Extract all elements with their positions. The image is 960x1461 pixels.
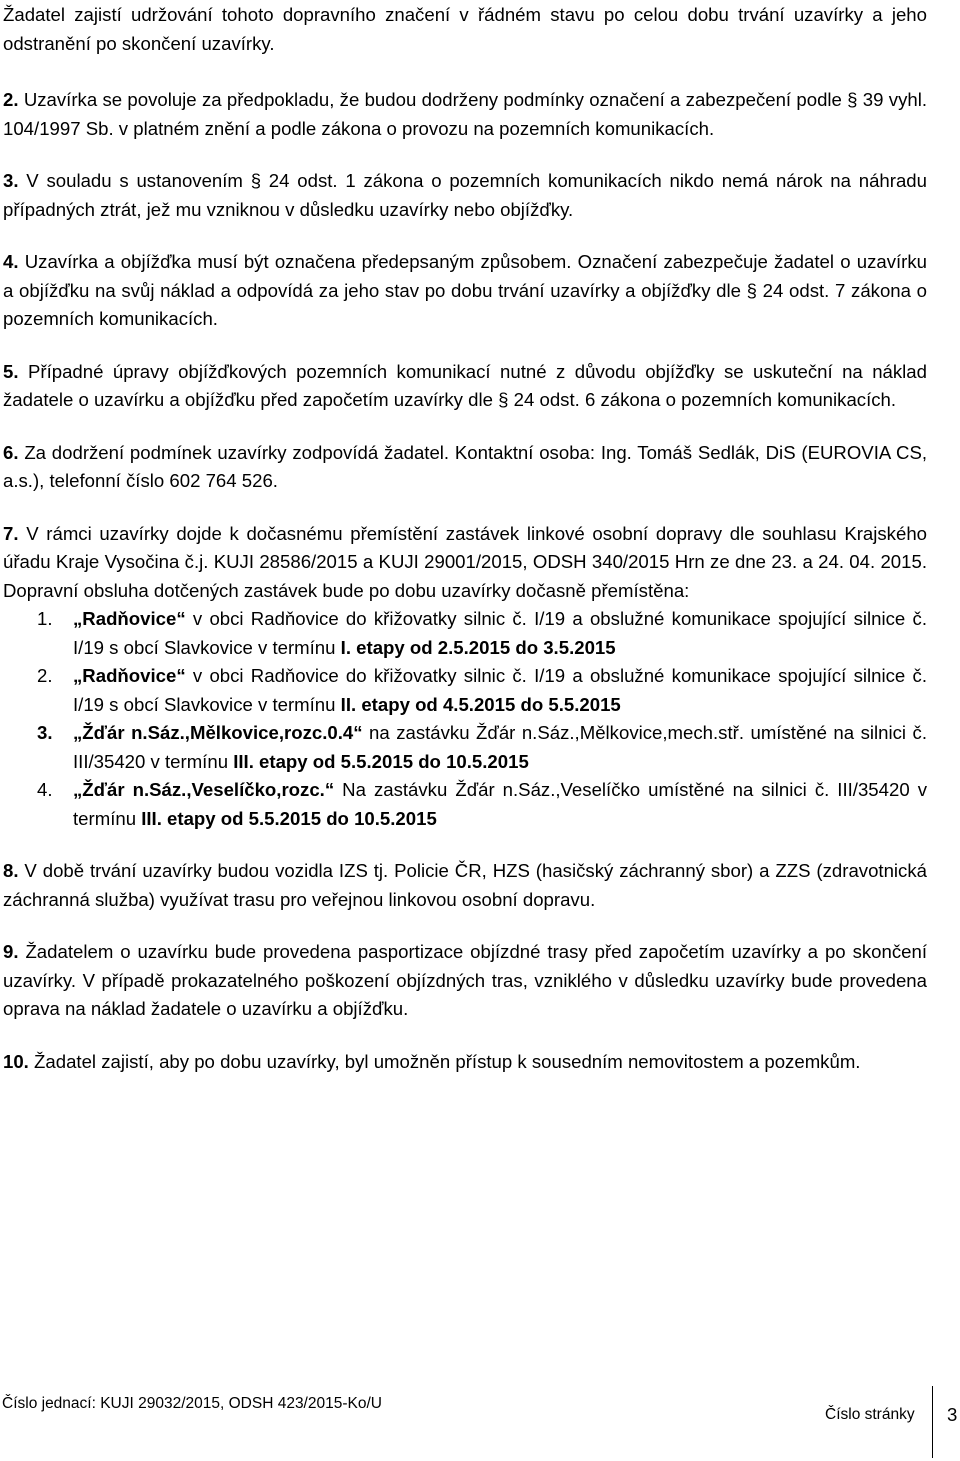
list-item-number: 2. (37, 665, 53, 686)
paragraph-5-text: Případné úpravy objížďkových pozemních komunikací nutné z důvodu objížďky se uskuteční na náklad žadatele o uzavírku a objížďku před započetím uzavírky dle § 24 odst. 6 zákona o pozemních komunikacích. (3, 360, 927, 410)
list-item-text: v obci Radňovice do křižovatky silnic č. I/19 a obslužné komunikace spojující silnice č. I/19 s obcí Slavkovice v termínu (73, 608, 927, 658)
document-page (3, 1, 927, 1076)
stage-term: III. etapy od 5.5.2015 do 10.5.2015 (233, 750, 529, 772)
stop-name: „Radňovice“ (73, 665, 186, 686)
paragraph-9 (3, 938, 927, 1024)
reference-number: Číslo jednací: KUJI 29032/2015, ODSH 423/2015-Ko/U (2, 1395, 382, 1412)
stop-name: „Radňovice“ (73, 608, 186, 629)
stage-term: III. etapy od 5.5.2015 do 10.5.2015 (141, 807, 437, 829)
paragraph-10-number: 10. (3, 1050, 29, 1072)
paragraph-6-number: 6. (3, 441, 19, 463)
page-number-label: Číslo stránky (825, 1406, 915, 1423)
list-item (3, 662, 927, 719)
footer-divider (932, 1386, 933, 1458)
paragraph-4-number: 4. (3, 251, 19, 272)
page-footer (2, 1378, 960, 1458)
paragraph-9-number: 9. (3, 941, 19, 962)
stop-name: „Žďár n.Sáz.,Mělkovice,rozc.0.4“ (73, 722, 363, 743)
list-item-text: Na zastávku Žďár n.Sáz.,Veselíčko umístěné na silnici č. III/35420 v termínu (73, 779, 927, 829)
stop-name: „Žďár n.Sáz.,Veselíčko,rozc.“ (73, 779, 335, 800)
paragraph-4-text: Uzavírka a objížďka musí být označena předepsaným způsobem. Označení zabezpečuje žadatel o uzavírku a objížďku na svůj náklad a odpovídá za jeho stav po dobu trvání uzavírky a objížďky dle § 24 odst. 7 zákona o pozemních komunikacích. (3, 251, 927, 329)
paragraph-2 (3, 86, 927, 143)
list-item-number: 3. (37, 722, 53, 743)
paragraph-10 (3, 1048, 927, 1077)
paragraph-7-number: 7. (3, 522, 19, 544)
paragraph-5 (3, 358, 927, 415)
list-item-number: 4. (37, 779, 53, 800)
list-item-text: na zastávku Žďár n.Sáz.,Mělkovice,mech.stř. umístěné na silnici č. III/35420 v termínu (73, 722, 927, 772)
list-item (3, 605, 927, 662)
paragraph-8-number: 8. (3, 860, 19, 881)
list-item (3, 776, 927, 833)
paragraph-3-text: V souladu s ustanovením § 24 odst. 1 zákona o pozemních komunikacích nikdo nemá nárok na náhradu případných ztrát, jež mu vzniknou v důsledku uzavírky nebo objížďky. (3, 170, 927, 220)
paragraph-9-text: Žadatelem o uzavírku bude provedena pasportizace objízdné trasy před započetím uzavírky a po skončení uzavírky. V případě prokazatelného poškození objízdných tras, vzniklého v důsledku uzavírky bude provedena oprava na náklad žadatele o uzavírku a objížďku. (3, 941, 927, 1019)
paragraph-8 (3, 857, 927, 914)
list-item-number: 1. (37, 608, 53, 629)
stage-term: II. etapy od 4.5.2015 do 5.5.2015 (340, 693, 621, 715)
paragraph-8-text: V době trvání uzavírky budou vozidla IZS tj. Policie ČR, HZS (hasičský záchranný sbor) a ZZS (zdravotnická záchranná služba) využívat trasu pro veřejnou linkovou osobní dopravu. (3, 860, 927, 910)
paragraph-3 (3, 167, 927, 224)
paragraph-2-text: Uzavírka se povoluje za předpokladu, že budou dodrženy podmínky označení a zabezpečení podle § 39 vyhl. 104/1997 Sb. v platném znění a podle zákona o provozu na pozemních komunikacích. (3, 89, 928, 139)
paragraph-6-text: Za dodržení podmínek uzavírky zodpovídá žadatel. Kontaktní osoba: Ing. Tomáš Sedlák, DiS (EUROVIA CS, a.s.), telefonní číslo 602 764 526. (3, 441, 928, 491)
paragraph-7 (3, 520, 927, 606)
list-item (3, 719, 927, 776)
page-number: 3 (947, 1404, 958, 1425)
paragraph-10-text: Žadatel zajistí, aby po dobu uzavírky, byl umožněn přístup k sousedním nemovitostem a pozemkům. (34, 1050, 861, 1072)
intro-paragraph: Žadatel zajistí udržování tohoto dopravního značení v řádném stavu po celou dobu trvání uzavírky a jeho odstranění po skončení uzavírky. (3, 4, 927, 54)
stage-term: I. etapy od 2.5.2015 do 3.5.2015 (340, 636, 616, 658)
paragraph-4 (3, 248, 927, 334)
stop-relocation-list (3, 605, 927, 833)
paragraph-3-number: 3. (3, 170, 19, 191)
paragraph-7-text: V rámci uzavírky dojde k dočasnému přemístění zastávek linkové osobní dopravy dle souhlasu Krajského úřadu Kraje Vysočina č.j. KUJI 28586/2015 a KUJI 29001/2015, ODSH 340/2015 Hrn ze dne 23. a 24. 04. 2015. Dopravní obsluha dotčených zastávek bude po dobu uzavírky dočasně přemístěna: (3, 522, 927, 601)
list-item-text: v obci Radňovice do křižovatky silnic č. I/19 a obslužné komunikace spojující silnice č. I/19 s obcí Slavkovice v termínu (73, 665, 927, 715)
paragraph-2-number: 2. (3, 89, 19, 110)
paragraph-6 (3, 439, 927, 496)
paragraph-5-number: 5. (3, 360, 19, 382)
